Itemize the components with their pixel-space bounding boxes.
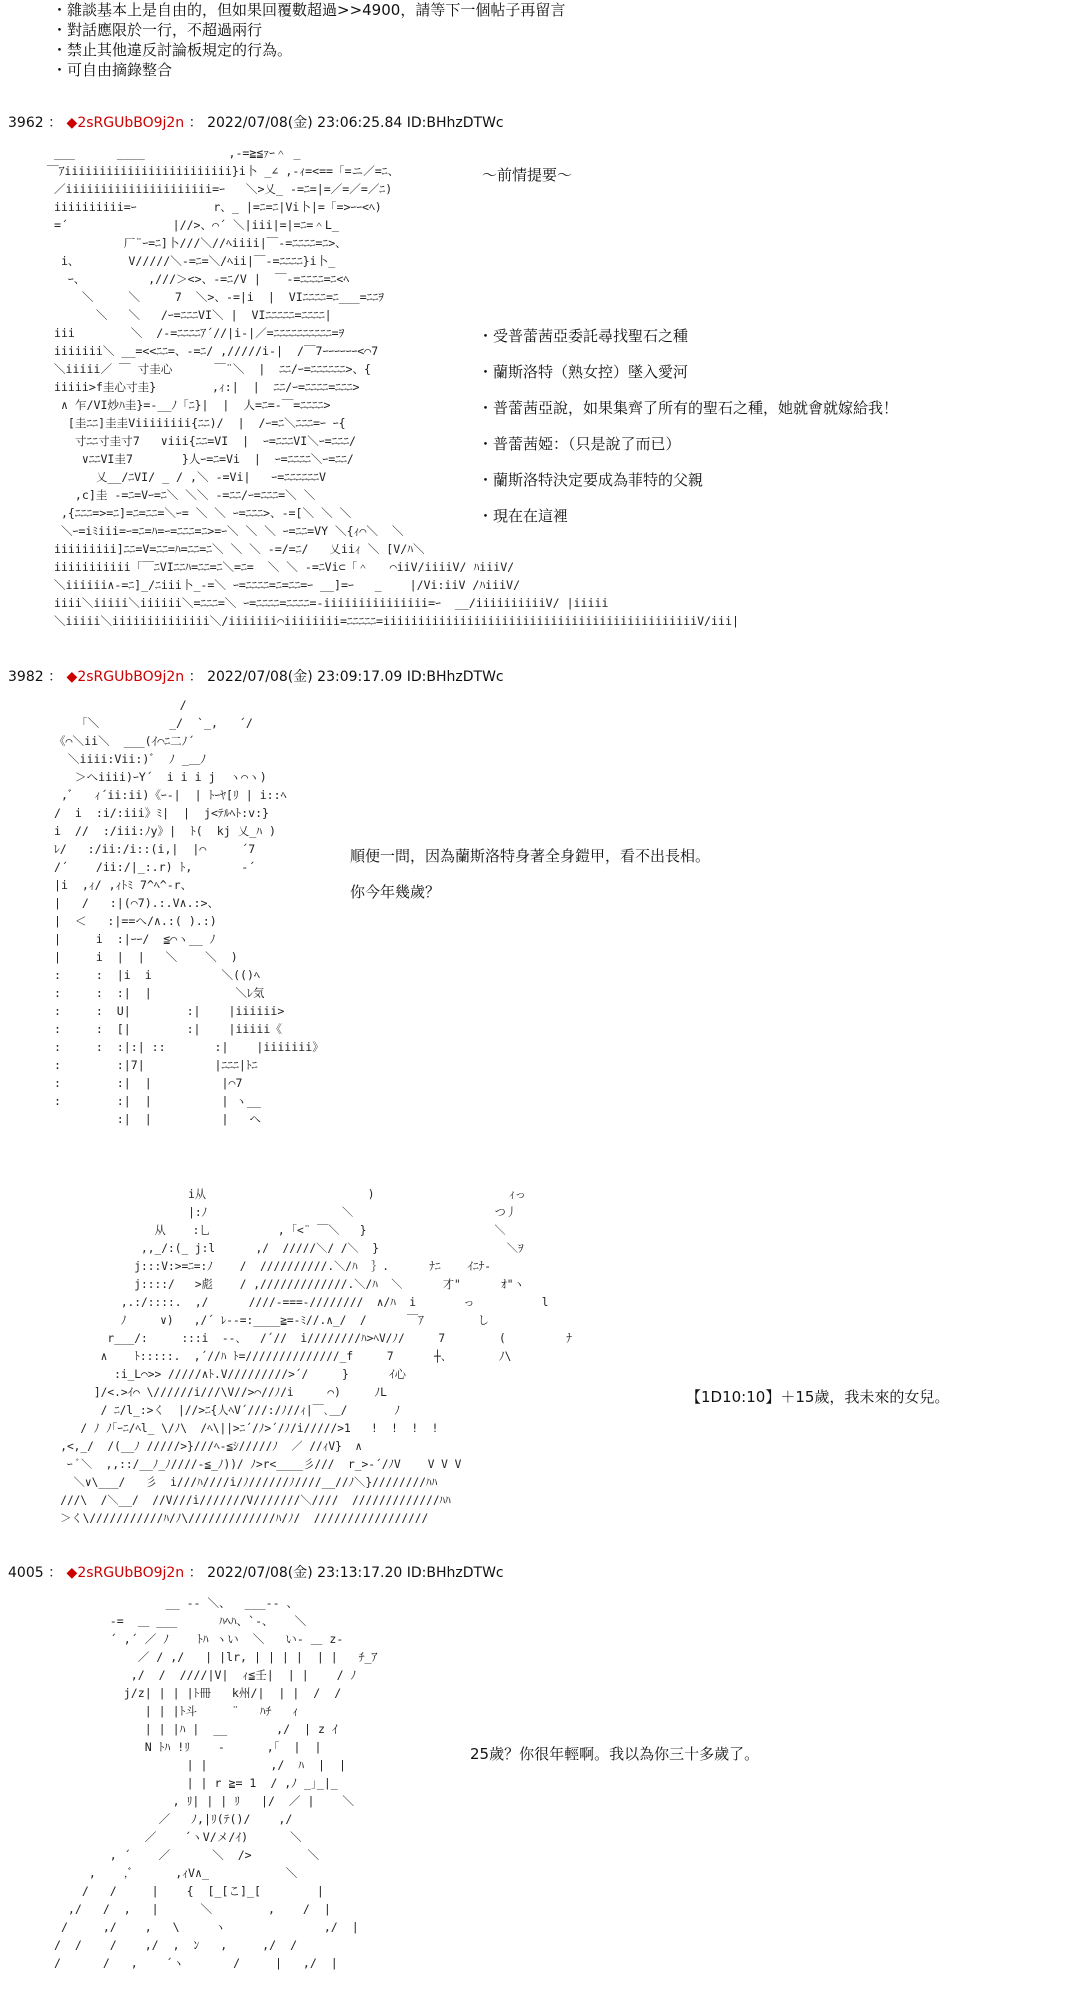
recap-bullet: ・現在在這裡 [478,507,569,525]
poster-trip: ◆2sRGUbBO9j2n [66,669,185,685]
post-datetime: 2022/07/08(金) 23:09:17.09 [207,669,403,685]
poster-id[interactable]: ID:BHhzDTWc [406,1565,504,1581]
rule-line: ・雜談基本上是自由的，但如果回覆數超過>>4900，請等下一個帖子再留言 [52,1,566,19]
ascii-art-character-portrait: __ -‐ ＼、 ___-- 、 -= ＿ ___ ﾊﾍﾊ、`-、 ＼ ´ ,´ ／ ﾉ ﾄﾊ ヽい ＼ い‐ ＿ z- ／ / ,/ | |lr, | | | | | | ﾁ_ｱ ,/ / ////|V| ｨ≦壬| | | / ﾉ j/z| | | |ﾄ冊 k州/| | | / / | | |ﾄ斗 ¨ ﾊﾁ ｨ | | |ﾊ | __ ,/ | z ｲ N ﾄﾊ !ﾘ ‐ ,｢ | | | | ,/ ﾊ | | | | r ≧= 1 / ,ﾉ _｣_|_ , ﾘ| | | ﾘ |/ ／ | ＼ ／ ﾉ,|ﾘ(ﾃ()/ ,/ ／ ´ヽV/メ/ｲ) ＼ , ´ ／ ＼ /> ＼ , ,ﾞ ,ｨV∧_ ＼ / / | { [_[こ]_[ | ,/ / , | ＼ , / | / ,/ , \ ヽ ,/ | / / / ,/ , ﾝ , ,/ / / / , ´ヽ / | ,/ | [53,1596,378,1970]
separator: ： [48,1565,63,1581]
post-line: 25歲？你很年輕啊。我以為你三十多歲了。 [470,1745,760,1763]
post-datetime: 2022/07/08(金) 23:13:17.20 [207,1565,403,1581]
recap-bullets [478,318,898,534]
separator: ： [188,669,203,685]
separator: ： [48,669,63,685]
post-number[interactable]: 3962 [8,115,44,131]
separator: ： [188,115,203,131]
poster-id[interactable]: ID:BHhzDTWc [406,115,504,131]
poster-id[interactable]: ID:BHhzDTWc [406,669,504,685]
post-header [8,112,504,132]
recap-bullet: ・受普蕾茜亞委託尋找聖石之種 [478,327,689,345]
separator: ： [48,115,63,131]
post-number[interactable]: 3982 [8,669,44,685]
post-line: 順便一問，因為蘭斯洛特身著全身鎧甲，看不出長相。 [350,847,711,865]
recap-bullet: ・蘭斯洛特（熟女控）墜入愛河 [478,363,689,381]
recap-bullet: ・普蕾茜亞說，如果集齊了所有的聖石之種，她就會就嫁給我！ [478,399,899,417]
separator: ： [188,1565,203,1581]
post-number[interactable]: 4005 [8,1565,44,1581]
poster-trip: ◆2sRGUbBO9j2n [66,115,185,131]
poster-trip: ◆2sRGUbBO9j2n [66,1565,185,1581]
recap-caption: ～前情提要～ [482,166,573,184]
ascii-art-girl-standing: / ｢＼ _/ `_, ´/ 《⌒＼ii＼ ___(ｲ⌒ﾆ二ﾉ´ ＼iiii:Vii:)ﾞ ﾉ _＿ﾉ ＞へiiii)ｰY´ i i i j ヽ⌒ヽ) ,ﾞ ｨ´ii:ii)《ｰ-| | ﾄｰﾔ[ﾘ | i::ﾍ / i :i/:iii》ﾐ| | j<ﾃﾙﾍﾄ:v:} i // :/iii:ﾉy》| ﾄ( kj 乂_ﾊ ) ﾚ/ :/ii:/i::(i,| |⌒ ´7 /´ /ii:/|_:.r) ﾄ, -´ |i ,ｨ/ ,ｨﾄﾐ 7^ﾍ^‐r、 | / :|(⌒7).:.V∧.:>、 | ＜ :|==へ/∧.:( ).:) | i :|ｰｰ/ ≦⌒ヽ__ ﾉ | i | | ＼ ＼ ) : : |i i ＼(()ﾍ : : :| | ＼ﾚ気 : : U| :| |iiiiii> : : [| :| |iiiii《 : : :|:| :: :| |iiiiiii》 : :|7| |ﾆﾆﾆ|ﾄﾆ : :| | |⌒7 : :| | | ヽ__ :| | | へ [53,698,324,1126]
dice-result-caption: 【1D10:10】＋15歲，我未來的女兒。 [686,1388,950,1406]
ascii-art-dice-reaction: i从 ) ｨっ |:ﾉ ＼ つ丿 从 :乚 , ｢<¨ ￣＼ } ＼ ,,_/:(_ j:l ,/ /////＼/ /＼ } ＼ｦ j:::V:>=ﾆ=:ﾉ / //////////.＼/ﾊ ｝. ﾅﾆ ｲﾆﾅ- j::::/ >彪 / ,/////////////.＼/ﾊ ＼ 才" ｵ"ヽ ,.:/::::. ,/ ////-===-//////// ∧/ﾊ i っ l ﾉ ∨) ,/´ ﾚ‐-=:____≧=-ﾐ//.∧_/ / ￣ｱ し r___/: :::i --、 /´// i////////ﾊ>ﾍV/ﾉ/ 7 ( ﾅ ∧ ﾄ:::::. ,´//ﾊ ﾄ=//////////////_f 7 ┼、 ﾉ\ :i_L⌒>> /////∧ﾄ.V/////////>´/ } ｲ心 ]/<.>ｲ⌒ \//////i///\V//>⌒//ﾉ/i ⌒) ﾉL / ﾆ/l_:>く |//>ﾆ{人ﾍV´///:/ﾉ//ｨ|￣､＿/ ﾉ / ﾉ ﾉ｢ｰﾆ/ﾍl_ \/ﾉ\ /ﾍ\||>ﾆ´/ﾉ>´/ﾉ/i/////>1 ! ! ! ! ,<,_/ /(__ﾉ /////>}///ﾍ-≦ｼ/////ﾉ ／ //ｨV} ∧ ｰ ﾞ＼ ,,::/__ﾉ_ﾉ////-≦_ﾉ))/ ﾉ>r<____彡/// r_>-´/ﾉV V V V ＼∨\___/ 彡 i///ﾊ////i/ﾉ//////ﾉ////__//ﾉ＼}////////ﾊﾊ ///\ /＼__/ //V///i///////V///////＼//// /////////////ﾊﾊ ＞く\///////////ﾊ/ﾉ\/////////////ﾊ/ﾉ/ ///////////////// [60,1188,572,1525]
rule-line: ・可自由摘錄整合 [52,61,173,79]
post-text [350,838,710,910]
thread-rules [52,0,565,80]
recap-bullet: ・蘭斯洛特決定要成為菲特的父親 [478,471,704,489]
post-text [470,1736,759,1772]
rule-line: ・禁止其他違反討論板規定的行為。 [52,41,293,59]
ascii-art-armored-knight: ___ ____ ,-=≧≦ｧｰ＾ _ ￣ｱiiiiiiiiiiiiiiiiiiiiiiii}i卜 _∠ ,-ｨ=<==「=ニ／=ﾆ、 ／iiiiiiiiiiiiiiiiiiiii=ｰ ＼>乂_ -=ﾆ=|=／=／=／ﾆ) iiiiiiiiii=ｰ r、_ |=ﾆ=ﾆ|Vi卜|=「=>ｰｰ<ﾍ) =´ |//>、⌒´ ＼|iii|=|=ﾆ=＾L_ 厂¨ｰ=ﾆ]卜///＼//ﾍiiii|￣-=ﾆﾆﾆﾆ=ﾆ>、 i、 V/////＼-=ﾆ=＼/ﾍii|￣-=ﾆﾆﾆﾆ}i卜_ ｰ、 ,///＞<>、-=ﾆ/V | ￣-=ﾆﾆﾆﾆ=ﾆ<ﾍ ＼ ＼ 7 ＼>、-=|i | VIﾆﾆﾆﾆ=ﾆ___=ﾆﾆｦ ＼ ＼ /ｰ=ﾆﾆﾆVI＼ | VIﾆﾆﾆﾆﾆ=ﾆﾆﾆﾆ| iii ＼ /-=ﾆﾆﾆﾆｱ´//|i-|／=ﾆﾆﾆﾆﾆﾆﾆﾆﾆﾆ=ｦ iiiiiii＼ __=<<ﾆﾆ=、-=ﾆ/ ,/////i-| /￣7ｰｰｰｰｰｰ<⌒7 ＼iiiii／ ￣ 寸圭心 ￣¨＼ | ﾆﾆ/ｰ=ﾆﾆﾆﾆﾆﾆ>、{ iiiii>f圭心寸圭} ,ｨ:| | ﾆﾆ/ｰ=ﾆﾆﾆﾆ=ﾆﾆﾆ> ∧ 乍/VI炒ﾊ圭}=-__ﾉ「ﾆ}| | 人=ﾆ=-￣=ﾆﾆﾆﾆ> [圭ﾆﾆ]圭圭Viiiiiiii{ﾆﾆ)/ | /ｰ=ﾆ＼ﾆﾆﾆ=ｰ ｰ{ 寸ﾆﾆ寸圭寸7 ∨iii{ﾆﾆ=VI | ｰ=ﾆﾆﾆVI＼ｰ=ﾆﾆﾆ/ ∨ﾆﾆVI圭7 }人ｰ=ﾆ=Vi | ｰ=ﾆﾆﾆﾆ＼ｰ=ﾆﾆ/ 乂__/ﾆVI/ _ / ,＼ -=Vi| ｰ=ﾆﾆﾆﾆﾆﾆV ,c]圭 -=ﾆ=Vｰ=ﾆ＼ ＼＼ -=ﾆﾆ/ｰ=ﾆﾆﾆ=＼ ＼ ,{ﾆﾆﾆ=>=ﾆ]=ﾆ=ﾆﾆ=＼ｰ= ＼ ＼ ｰ=ﾆﾆﾆ>、-=[＼ ＼ ＼ ＼ｰ=iﾐiii=ｰ=ﾆ=ﾊ=ｰ=ﾆﾆﾆ=ﾆ>=ｰ＼ ＼ ＼ ｰ=ﾆﾆ=VY ＼{ｨ⌒＼ ＼ iiiiiiiii]ﾆﾆ=V=ﾆﾆ=ﾊ=ﾆﾆ=ﾆ＼ ＼ ＼ -=/=ﾆ/ 乂iiｨ ＼ [V/ﾊ＼ iiiiiiiiiii「￣ﾆVIﾆﾆﾊ=ﾆﾆ=ﾆ＼=ﾆ= ＼ ＼ -=ﾆVi⊂「＾ ⌒iiV/iiiiV/ ﾊiiiV/ ＼iiiiii∧-=ﾆ]_/ﾆiii卜_-=＼ ｰ=ﾆﾆﾆﾆ=ﾆ=ﾆﾆ=ｰ __]=ｰ _ |/Vi:iiV /ﾊiiiV/ iiii＼iiiii＼iiiiii＼=ﾆﾆﾆ=＼ ｰ=ﾆﾆﾆﾆ=ﾆﾆﾆﾆ=-iiiiiiiiiiiiiii=ｰ __/iiiiiiiiiiV/ |iiiii ＼iiiii＼iiiiiiiiiiiiii＼/iiiiiii⌒iiiiiiii=ﾆﾆﾆﾆﾆ=iiiiiiiiiiiiiiiiiiiiiiiiiiiiiiiiiiiiiiiiiiiiiV/iii| [46,146,739,628]
post-header [8,666,504,686]
recap-bullet: ・普蕾茜婭：（只是說了而已） [478,435,681,453]
post-datetime: 2022/07/08(金) 23:06:25.84 [207,115,403,131]
post-line: 你今年幾歲？ [350,883,441,901]
post-header [8,1562,504,1582]
rule-line: ・對話應限於一行，不超過兩行 [52,21,263,39]
